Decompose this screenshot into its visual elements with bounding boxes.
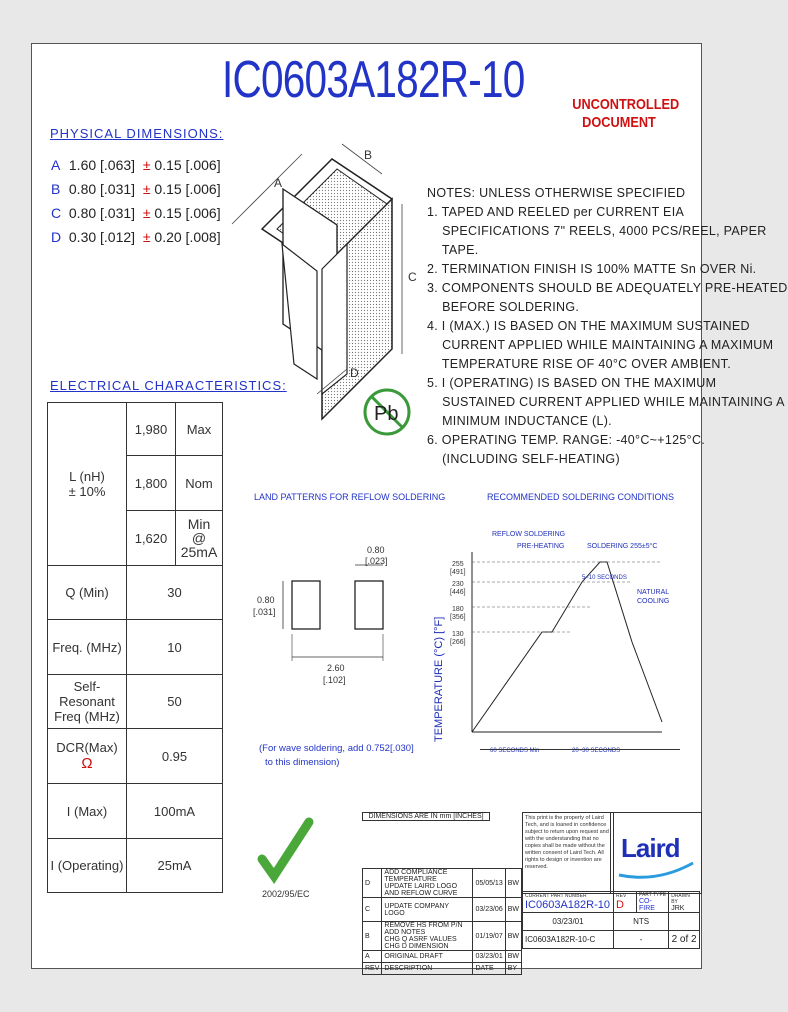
l-max-label: Max <box>176 403 223 456</box>
rev-by: BW <box>505 951 521 963</box>
uncontrolled-stamp <box>572 96 680 132</box>
dim-row-d: D 0.30 [.012] ± 0.20 [.008] <box>51 229 221 245</box>
tick-c: 180 <box>452 606 464 613</box>
note-line: 5. I (OPERATING) IS BASED ON THE MAXIMUM <box>427 376 717 390</box>
sheet-field: 2 of 2 <box>669 931 700 949</box>
rev-cell: C <box>363 898 382 922</box>
hdr-desc: DESCRIPTION <box>382 963 473 975</box>
component-drawing <box>222 129 422 399</box>
temp-axis-label: TEMPERATURE (°C) [°F] <box>433 616 445 742</box>
natural-label-2: COOLING <box>637 598 670 605</box>
drawn-by-field: JRK <box>671 904 685 912</box>
sec-30: 20~30 SECONDS <box>572 748 621 754</box>
l-min-value: 1,620 <box>127 511 176 566</box>
dash-field: - <box>614 931 669 949</box>
srf-value: 50 <box>127 675 223 729</box>
rev-by: BW <box>505 898 521 922</box>
note-line: SUSTAINED CURRENT APPLIED WHILE MAINTAINING A <box>427 395 785 409</box>
freq-value: 10 <box>127 620 223 675</box>
iop-label: I (Operating) <box>48 839 127 893</box>
iop-value: 25mA <box>127 839 223 893</box>
revision-table <box>362 868 522 975</box>
part-number-title: IC0603A182R-10 <box>222 51 525 109</box>
pb-free-icon <box>362 384 412 440</box>
land-h1b: [.031] <box>253 607 276 617</box>
l-max-value: 1,980 <box>127 403 176 456</box>
land-heading: LAND PATTERNS FOR REFLOW SOLDERING <box>254 492 446 502</box>
note-line: 2. TERMINATION FINISH IS 100% MATTE Sn OVER Ni. <box>427 262 757 276</box>
note-line: 3. COMPONENTS SHOULD BE ADEQUATELY PRE-HEATED <box>427 281 788 295</box>
rev-cell: A <box>363 951 382 963</box>
inductance-label-cell: L (nH) ± 10% <box>48 403 127 566</box>
notes-block <box>427 184 788 469</box>
l-nom-label: Nom <box>176 456 223 511</box>
tick-f: [356] <box>450 614 466 621</box>
rev-desc: UPDATE COMPANY LOGO <box>382 898 473 922</box>
rev-desc: REMOVE HS FROM P/N ADD NOTES CHG Q ASRF VALUES CHG D DIMENSION <box>382 922 473 951</box>
tick-f: [266] <box>450 639 466 646</box>
sec-60: 60 SECONDS Min <box>490 748 540 754</box>
drawing-sheet <box>31 43 788 972</box>
dim-row-a: A 1.60 [.063] ± 0.15 [.006] <box>51 157 221 173</box>
land-h1: 0.80 <box>257 595 275 605</box>
hdr-date: DATE <box>473 963 505 975</box>
note-line: TAPE. <box>427 243 479 257</box>
note-line: TEMPERATURE RISE OF 40°C OVER AMBIENT. <box>427 357 731 371</box>
stamp-line-1: UNCONTROLLED <box>572 96 680 113</box>
rohs-directive: 2002/95/EC <box>262 889 310 899</box>
file-field: IC0603A182R-10-C <box>523 931 614 949</box>
pb-label: Pb <box>374 403 399 425</box>
rev-by: BW <box>505 869 521 898</box>
note-line: 1. TAPED AND REELED per CURRENT EIA <box>427 205 685 219</box>
dimensions-list <box>51 157 251 253</box>
label-d: D <box>350 366 359 380</box>
rev-cell: D <box>363 869 382 898</box>
part-info-table: CURRENT PART NUMBER IC0603A182R-10 REV D PART TYPE CO-FIRE DRAWN BY JRK 03/23/01 NTS IC0603A182R-10-C - 2 of 2 <box>522 891 700 949</box>
tick-c: 230 <box>452 581 464 588</box>
rev-field: D <box>616 899 624 911</box>
note-line: MINIMUM INDUCTANCE (L). <box>427 414 612 428</box>
tick-c: 255 <box>452 561 464 568</box>
logo-swoosh-icon <box>617 861 697 881</box>
laird-logo: Laird <box>621 833 680 863</box>
label-a: A <box>274 176 283 190</box>
land-w1b: [.023] <box>365 556 388 566</box>
electrical-table <box>47 402 223 893</box>
l-nom-value: 1,800 <box>127 456 176 511</box>
tick-f: [491] <box>450 569 466 576</box>
soldering-label: SOLDERING 255±5°C <box>587 543 658 550</box>
dim-row-b: B 0.80 [.031] ± 0.15 [.006] <box>51 181 221 197</box>
note-line: 4. I (MAX.) IS BASED ON THE MAXIMUM SUSTAINED <box>427 319 750 333</box>
rev-date: 05/05/13 <box>473 869 505 898</box>
stamp-line-2: DOCUMENT <box>582 114 656 131</box>
note-line: BEFORE SOLDERING. <box>427 300 580 314</box>
label-b: B <box>364 148 373 162</box>
note-line: (INCLUDING SELF-HEATING) <box>427 452 620 466</box>
sec-5-10: 5~10 SECONDS <box>582 575 627 581</box>
electrical-heading: ELECTRICAL CHARACTERISTICS: <box>50 378 287 393</box>
land-w1: 0.80 <box>367 545 385 555</box>
rev-date: 03/23/06 <box>473 898 505 922</box>
laird-logo-box <box>610 812 702 894</box>
confidential-notice: This print is the property of Laird Tech, and is loaned in confidence subject to return upon request and with the understanding that no copies shall be made without the written consent of Laird Tech. All rights to design or invention are reserved. <box>522 812 614 894</box>
scale-field: NTS <box>614 913 669 931</box>
rohs-check-icon <box>254 814 324 894</box>
land-spanb: [.102] <box>323 675 346 685</box>
l-min-label: Min @ 25mA <box>176 511 223 566</box>
dcr-label: DCR(Max) Ω <box>48 729 127 784</box>
soldering-heading: RECOMMENDED SOLDERING CONDITIONS <box>487 492 675 502</box>
rev-cell: B <box>363 922 382 951</box>
notes-heading: NOTES: UNLESS OTHERWISE SPECIFIED <box>427 186 686 200</box>
label-c: C <box>408 270 417 284</box>
preheat-label: PRE-HEATING <box>517 543 565 550</box>
srf-label: Self-Resonant Freq (MHz) <box>48 675 127 729</box>
note-line: SPECIFICATIONS 7" REELS, 4000 PCS/REEL, PAPER <box>427 224 767 238</box>
natural-label-1: NATURAL <box>637 589 670 596</box>
tick-c: 130 <box>452 631 464 638</box>
imax-value: 100mA <box>127 784 223 839</box>
land-pattern-drawing <box>247 539 422 704</box>
dims-note: DIMENSIONS ARE IN mm [INCHES] <box>362 812 490 821</box>
soldering-profile-chart <box>432 522 682 752</box>
note-line: CURRENT APPLIED WHILE MAINTAINING A MAXIMUM <box>427 338 774 352</box>
date-field: 03/23/01 <box>523 913 614 931</box>
land-span: 2.60 <box>327 663 345 673</box>
rev-desc: ADD COMPLIANCE TEMPERATURE UPDATE LAIRD LOGO AND REFLOW CURVE <box>382 869 473 898</box>
note-line: 6. OPERATING TEMP. RANGE: -40°C~+125°C. <box>427 433 706 447</box>
dim-row-c: C 0.80 [.031] ± 0.15 [.006] <box>51 205 221 221</box>
part-number-field: IC0603A182R-10 <box>525 899 611 911</box>
dimensions-heading: PHYSICAL DIMENSIONS: <box>50 126 224 141</box>
q-label: Q (Min) <box>48 566 127 620</box>
hdr-by: BY <box>505 963 521 975</box>
hdr-rev: REV <box>363 963 382 975</box>
rev-date: 01/19/07 <box>473 922 505 951</box>
rev-desc: ORIGINAL DRAFT <box>382 951 473 963</box>
tick-f: [446] <box>450 589 466 596</box>
freq-label: Freq. (MHz) <box>48 620 127 675</box>
part-type-field: CO-FIRE <box>639 898 655 912</box>
rev-by: BW <box>505 922 521 951</box>
imax-label: I (Max) <box>48 784 127 839</box>
dcr-value: 0.95 <box>127 729 223 784</box>
reflow-label: REFLOW SOLDERING <box>492 531 566 538</box>
rule-line <box>480 749 680 750</box>
rev-date: 03/23/01 <box>473 951 505 963</box>
q-value: 30 <box>127 566 223 620</box>
wave-note: (For wave soldering, add 0.752[.030] to this dimension) <box>259 743 414 768</box>
